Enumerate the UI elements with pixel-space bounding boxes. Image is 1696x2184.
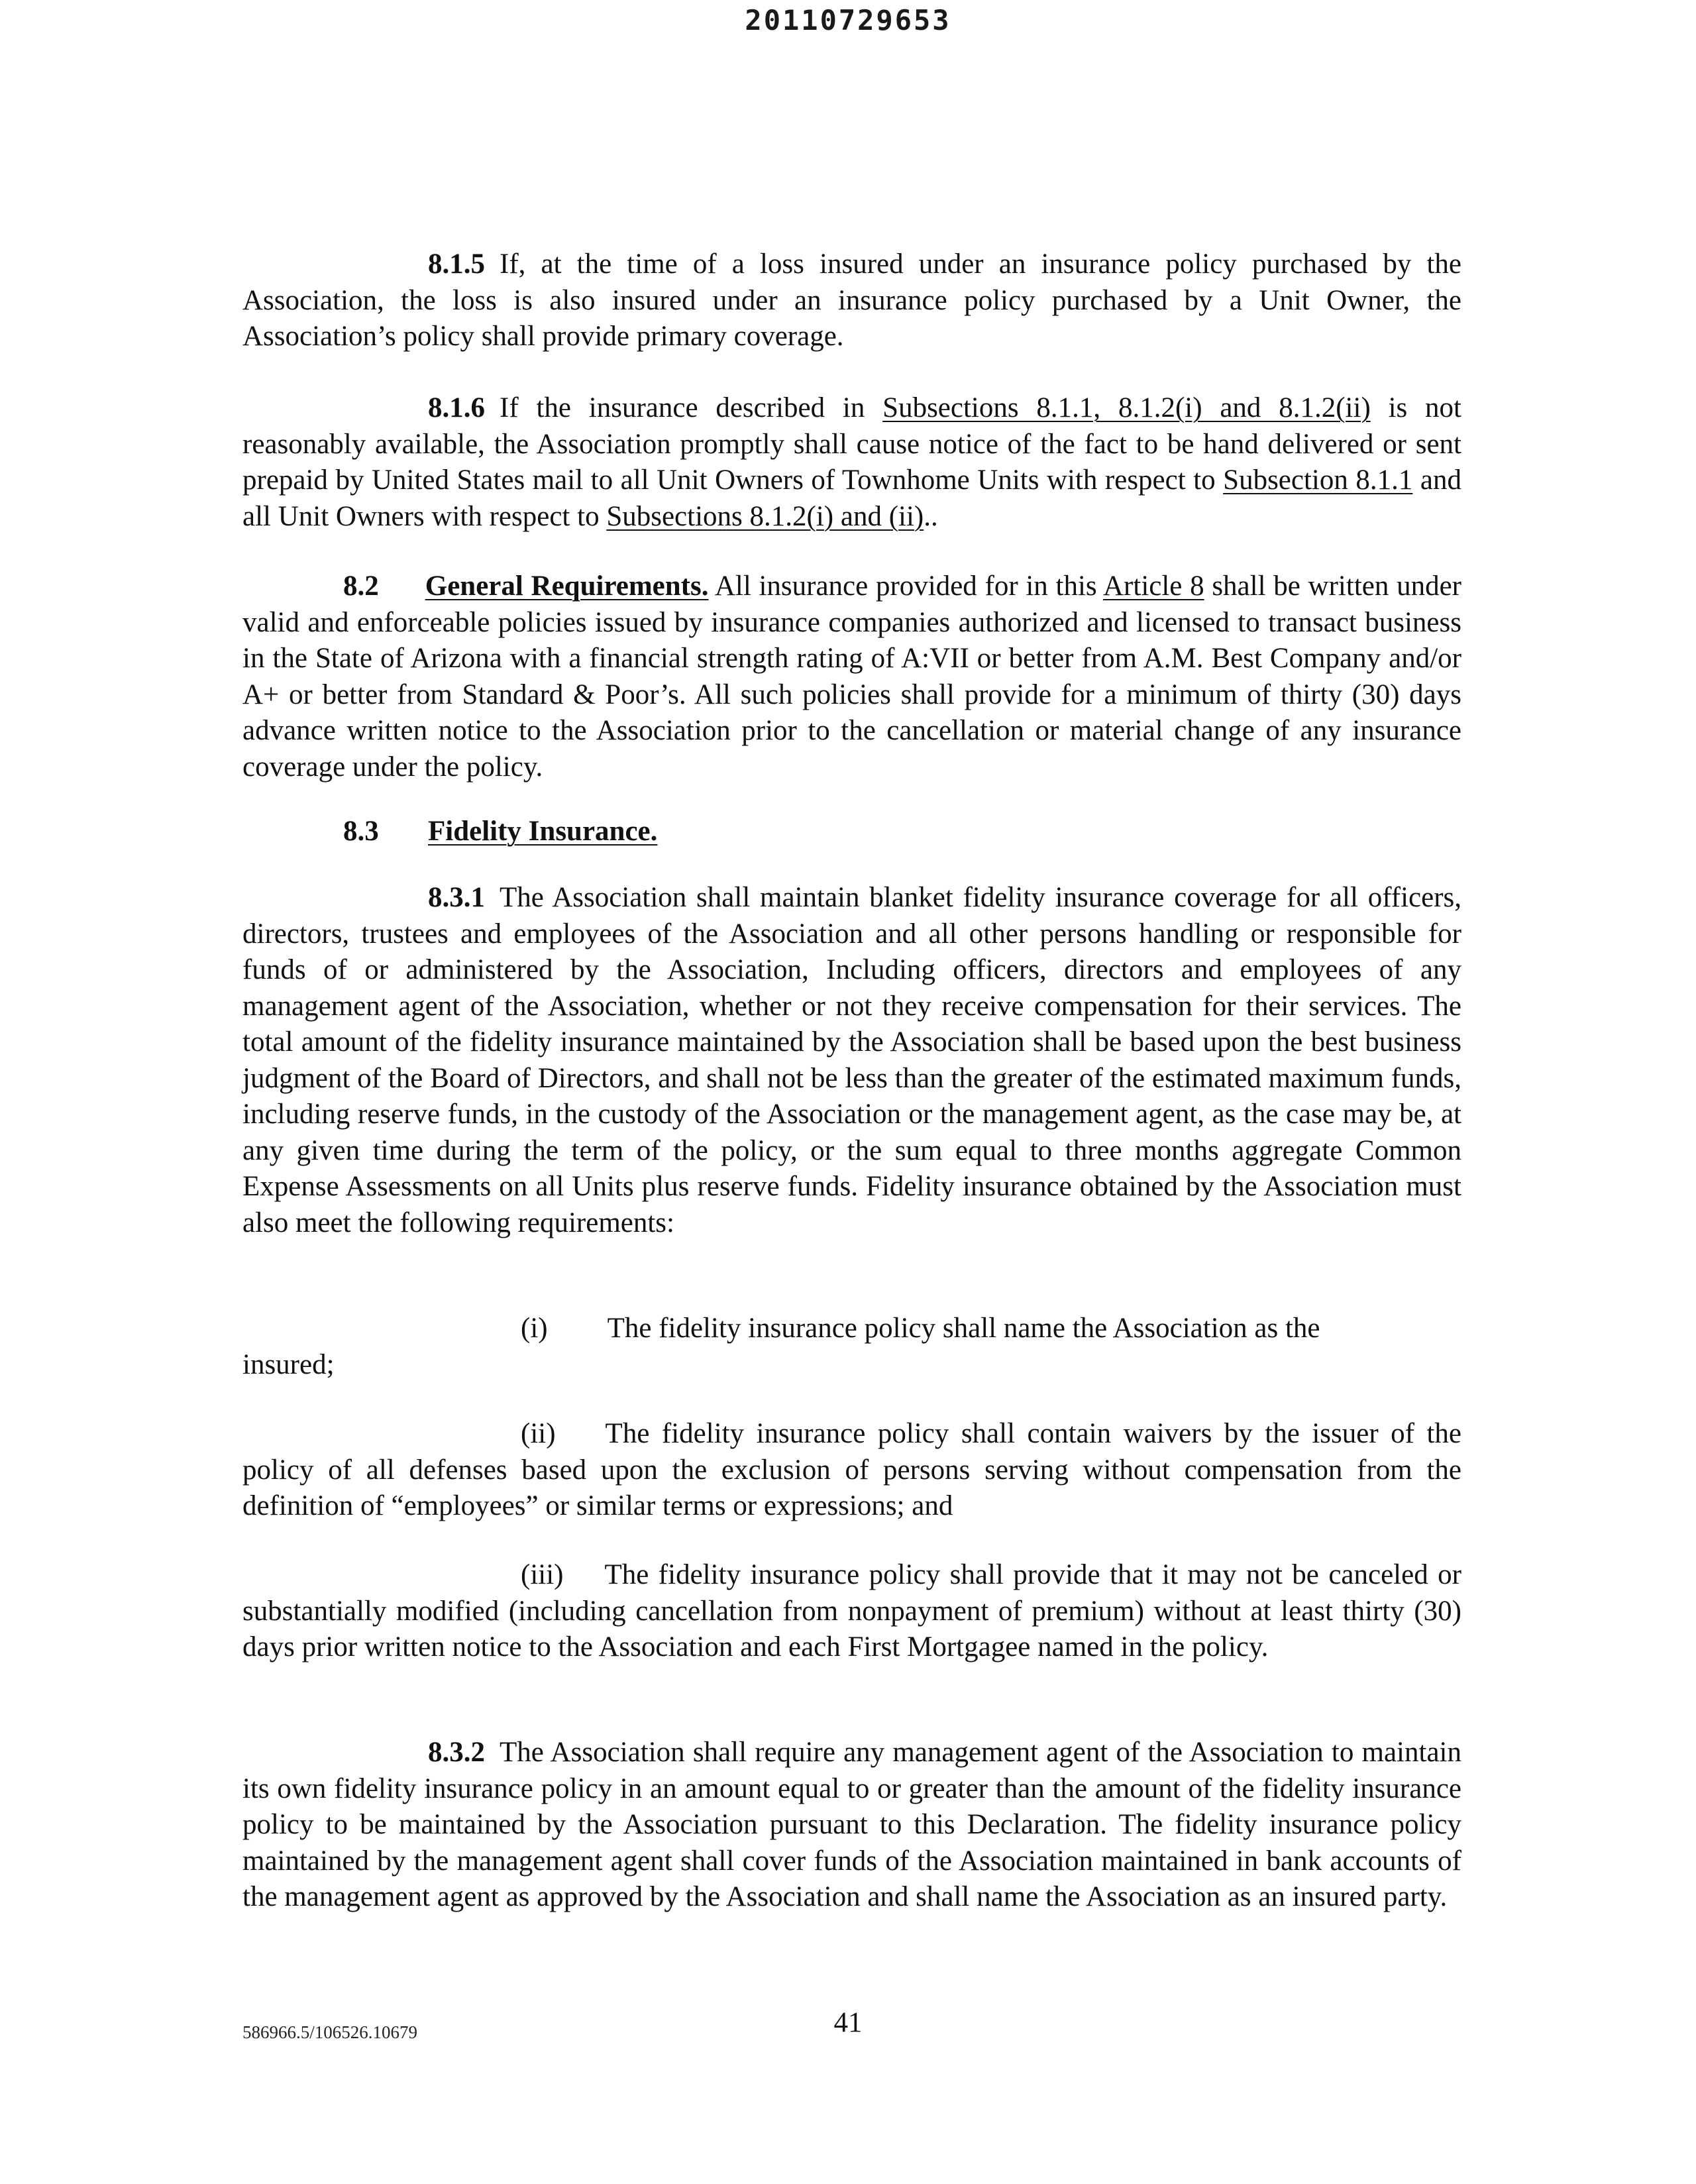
footer-document-id: 586966.5/106526.10679 <box>242 2022 418 2042</box>
section-text-mid: is not reasonably available, the Association promptly shall cause notice of the fact to be hand delivered or sent prepaid by United States mail to all Unit Owners of Townhome Units with respect to <box>242 392 1462 496</box>
section-number: 8.1.6 <box>428 392 485 423</box>
list-item-ii <box>242 1416 1461 1525</box>
cross-reference-link: Subsections 8.1.2(i) and (ii) <box>606 500 924 532</box>
document-number: 20110729653 <box>745 4 951 36</box>
list-item-text: The fidelity insurance policy shall name the Association as the <box>607 1313 1320 1344</box>
cross-reference-link: Subsection 8.1.1 <box>1223 464 1413 496</box>
list-item-text: The fidelity insurance policy shall provide that it may not be canceled or substantially modified (including cancellation from nonpayment of premium) without at least thirty (30) days prior written notice to the Association and each First Mortgagee named in the policy. <box>242 1559 1461 1663</box>
list-item-i <box>242 1311 1461 1383</box>
list-item-number: (ii) <box>521 1418 556 1449</box>
section-number: 8.3.2 <box>428 1737 485 1768</box>
list-item-text: The fidelity insurance policy shall contain waivers by the issuer of the policy of all defenses based upon the exclusion of persons serving without compensation from the definition of “employees” or similar terms or expressions; and <box>242 1418 1461 1521</box>
section-title: Fidelity Insurance. <box>428 816 658 847</box>
section-text: The Association shall require any management agent of the Association to maintain its own fidelity insurance policy in an amount equal to or greater than the amount of the fidelity insurance policy to be maintained by the Association pursuant to this Declaration. The fidelity insurance policy maintained by the management agent shall cover funds of the Association maintained in bank accounts of the management agent as approved by the Association and shall name the Association as an insured party. <box>242 1737 1461 1912</box>
section-8-1-5 <box>242 246 1461 355</box>
section-number: 8.3.1 <box>428 882 485 913</box>
section-text-post: .. <box>924 500 938 532</box>
section-text-post: shall be written under valid and enforceable policies issued by insurance companies authorized and licensed to transact business in the State of Arizona with a financial strength rating of A:VII or better from A.M. Best Company and/or A+ or better from Standard & Poor’s. All such policies shall provide for a minimum of thirty (30) days advance written notice to the Association prior to the cancellation or material change of any insurance coverage under the policy. <box>242 571 1461 783</box>
cross-reference-link: Subsections 8.1.1, 8.1.2(i) and 8.1.2(ii) <box>882 392 1371 423</box>
section-text-pre: All insurance provided for in this <box>714 571 1097 602</box>
section-text: If, at the time of a loss insured under an insurance policy purchased by the Association, the loss is also insured under an insurance policy purchased by a Unit Owner, the Association’s policy shall provide primary coverage. <box>242 248 1461 352</box>
section-text-pre: If the insurance described in <box>500 392 865 423</box>
page-number: 41 <box>833 2007 863 2038</box>
list-item-number: (i) <box>521 1313 548 1344</box>
section-8-3-2 <box>242 1735 1461 1916</box>
section-title: General Requirements. <box>425 571 709 602</box>
list-item-continuation: insured; <box>242 1348 335 1380</box>
section-8-2 <box>242 569 1461 785</box>
section-text: The Association shall maintain blanket fidelity insurance coverage for all officers, directors, trustees and employees of the Association and all other persons handling or responsible for funds of or administered by the Association, Including officers, directors and employees of any management agent of the Association, whether or not they receive compensation for their services. The total amount of the fidelity insurance maintained by the Association shall be based upon the best business judgment of the Board of Directors, and shall not be less than the greater of the estimated maximum funds, including reserve funds, in the custody of the Association or the management agent, as the case may be, at any given time during the term of the policy, or the sum equal to three months aggregate Common Expense Assessments on all Units plus reserve funds. Fidelity insurance obtained by the Association must also meet the following requirements: <box>242 882 1461 1238</box>
section-8-1-6 <box>242 390 1461 535</box>
section-number: 8.1.5 <box>428 248 485 280</box>
section-text-mid: and all Unit Owners with respect to <box>242 464 1461 532</box>
section-number: 8.3 <box>343 816 379 847</box>
cross-reference-link: Article 8 <box>1103 571 1204 602</box>
list-item-number: (iii) <box>521 1559 564 1590</box>
section-8-3-1 <box>242 880 1461 1241</box>
section-number: 8.2 <box>343 571 379 602</box>
list-item-iii <box>242 1557 1461 1666</box>
